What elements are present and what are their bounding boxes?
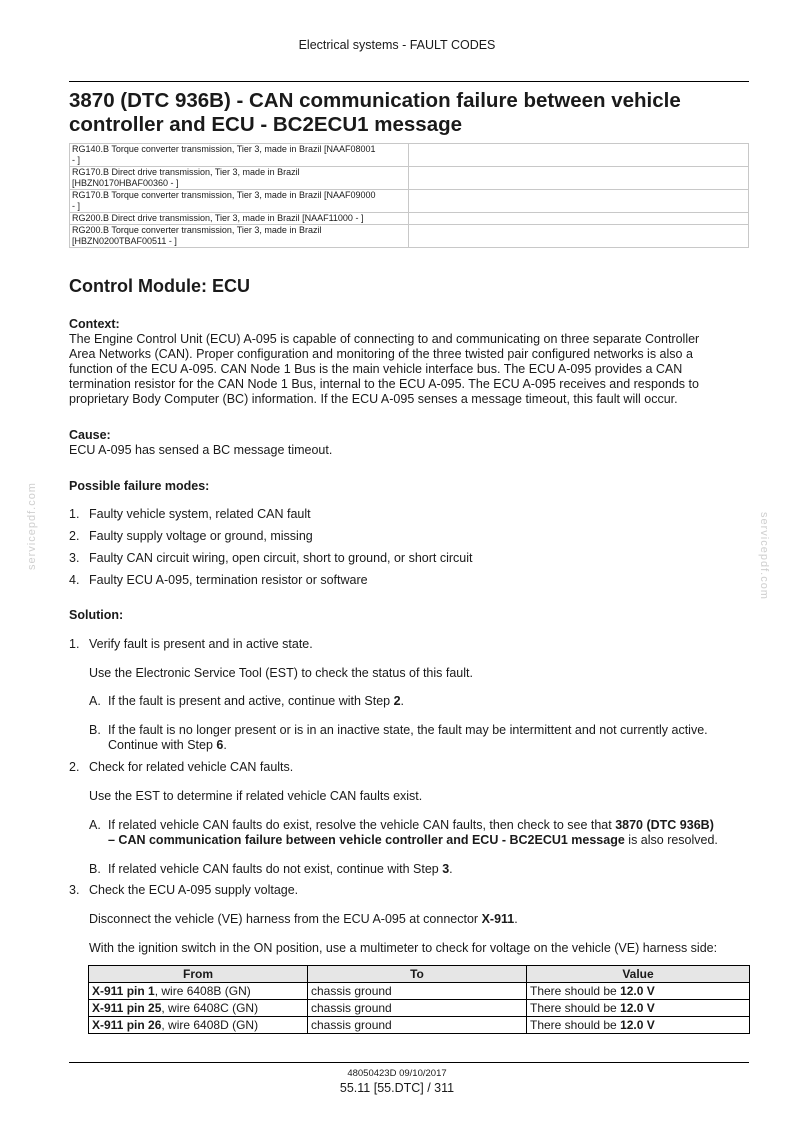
- substep-letter: A.: [89, 694, 101, 708]
- applicability-empty-cell: [409, 213, 749, 225]
- list-number: 4.: [69, 573, 80, 587]
- cause-label: Cause:: [69, 428, 111, 442]
- applicability-row: [70, 213, 749, 225]
- substep-letter: B.: [89, 723, 101, 737]
- column-header-value: Value: [527, 966, 750, 983]
- watermark-right: servicepdf.com: [758, 512, 770, 600]
- footer-rule: [69, 1062, 749, 1063]
- applicability-cell: RG200.B Torque converter transmission, Tier 3, made in Brazil [HBZN0200TBAF00511 - ]: [70, 225, 409, 248]
- failure-mode-item: Faulty ECU A-095, termination resistor or software: [89, 573, 368, 587]
- watermark-left: servicepdf.com: [26, 482, 38, 570]
- step-3-detail: Disconnect the vehicle (VE) harness from the ECU A-095 at connector X-911.: [89, 912, 518, 926]
- step-number: 2.: [69, 760, 80, 774]
- value-cell: There should be 12.0 V: [527, 1000, 750, 1017]
- failure-mode-item: Faulty supply voltage or ground, missing: [89, 529, 313, 543]
- footer-page-number: 55.11 [55.DTC] / 311: [339, 1081, 455, 1095]
- list-number: 1.: [69, 507, 80, 521]
- applicability-empty-cell: [409, 167, 749, 190]
- failure-mode-item: Faulty CAN circuit wiring, open circuit, short to ground, or short circuit: [89, 551, 473, 565]
- to-cell: chassis ground: [308, 1017, 527, 1034]
- to-cell: chassis ground: [308, 1000, 527, 1017]
- substep-letter: B.: [89, 862, 101, 876]
- applicability-cell: RG200.B Direct drive transmission, Tier 3, made in Brazil [NAAF11000 - ]: [70, 213, 409, 225]
- applicability-row: [70, 190, 749, 213]
- control-module-heading: Control Module: ECU: [69, 276, 250, 296]
- substep-letter: A.: [89, 818, 101, 832]
- applicability-cell: RG170.B Direct drive transmission, Tier 3, made in Brazil [HBZN0170HBAF00360 - ]: [70, 167, 409, 190]
- title-line-2: controller and ECU - BC2ECU1 message: [69, 113, 463, 136]
- applicability-row: [70, 225, 749, 248]
- table-row: [89, 983, 750, 1000]
- failure-mode-item: Faulty vehicle system, related CAN fault: [89, 507, 311, 521]
- title-line-1: 3870 (DTC 936B) - CAN communication failure between vehicle: [69, 89, 681, 112]
- from-cell: X-911 pin 1, wire 6408B (GN): [89, 983, 308, 1000]
- step-2-substep-b: If related vehicle CAN faults do not exist, continue with Step 3.: [108, 862, 453, 876]
- list-number: 3.: [69, 551, 80, 565]
- step-1-detail: Use the Electronic Service Tool (EST) to check the status of this fault.: [89, 666, 473, 680]
- step-number: 3.: [69, 883, 80, 897]
- table-row: [89, 1017, 750, 1034]
- failure-modes-label: Possible failure modes:: [69, 479, 210, 493]
- step-1-substep-a: If the fault is present and active, continue with Step 2.: [108, 694, 405, 708]
- table-header-row: [89, 966, 750, 983]
- value-cell: There should be 12.0 V: [527, 983, 750, 1000]
- cause-text: ECU A-095 has sensed a BC message timeout.: [69, 443, 333, 457]
- solution-label: Solution:: [69, 608, 124, 622]
- footer-document-number: 48050423D 09/10/2017: [347, 1068, 447, 1079]
- step-1-substep-b: If the fault is no longer present or is in an inactive state, the fault may be intermittent and not currently active. Continue with Step 6.: [108, 723, 708, 752]
- applicability-cell: RG140.B Torque converter transmission, Tier 3, made in Brazil [NAAF08001 - ]: [70, 144, 409, 167]
- applicability-empty-cell: [409, 144, 749, 167]
- step-2-text: Check for related vehicle CAN faults.: [89, 760, 294, 774]
- context-text: The Engine Control Unit (ECU) A-095 is capable of connecting to and communicating on three separate Controller Area Networks (CAN). Proper configuration and monitoring of the three twisted pair configured networks is also a function of the ECU A-095. CAN Node 1 Bus is the main vehicle interface bus. The ECU A-095 provides a CAN termination resistor for the CAN Node 1 Bus, internal to the ECU A-095. The ECU A-095 receives and responds to proprietary Body Computer (BC) information. If the ECU A-095 senses a message timeout, this fault will occur.: [69, 332, 700, 406]
- value-cell: There should be 12.0 V: [527, 1017, 750, 1034]
- step-number: 1.: [69, 637, 80, 651]
- page-title: [69, 89, 759, 137]
- applicability-empty-cell: [409, 225, 749, 248]
- applicability-cell: RG170.B Torque converter transmission, Tier 3, made in Brazil [NAAF09000 - ]: [70, 190, 409, 213]
- applicability-empty-cell: [409, 190, 749, 213]
- applicability-row: [70, 167, 749, 190]
- step-2-substep-a: If related vehicle CAN faults do exist, resolve the vehicle CAN faults, then check to see that 3870 (DTC 936B) – CAN communication failure between vehicle controller and ECU - BC2ECU1 message is also resolved.: [108, 818, 718, 847]
- column-header-to: To: [308, 966, 527, 983]
- table-row: [89, 1000, 750, 1017]
- voltage-check-table: [88, 965, 750, 1034]
- context-label: Context:: [69, 317, 120, 331]
- to-cell: chassis ground: [308, 983, 527, 1000]
- from-cell: X-911 pin 26, wire 6408D (GN): [89, 1017, 308, 1034]
- step-3-text: Check the ECU A-095 supply voltage.: [89, 883, 299, 897]
- applicability-row: [70, 144, 749, 167]
- column-header-from: From: [89, 966, 308, 983]
- running-header: Electrical systems - FAULT CODES: [298, 38, 496, 52]
- step-2-detail: Use the EST to determine if related vehicle CAN faults exist.: [89, 789, 423, 803]
- step-3-detail-2: With the ignition switch in the ON position, use a multimeter to check for voltage on the vehicle (VE) harness side:: [89, 941, 718, 955]
- applicability-table: [69, 143, 749, 248]
- step-1-text: Verify fault is present and in active state.: [89, 637, 313, 651]
- list-number: 2.: [69, 529, 80, 543]
- header-rule: [69, 81, 749, 82]
- from-cell: X-911 pin 25, wire 6408C (GN): [89, 1000, 308, 1017]
